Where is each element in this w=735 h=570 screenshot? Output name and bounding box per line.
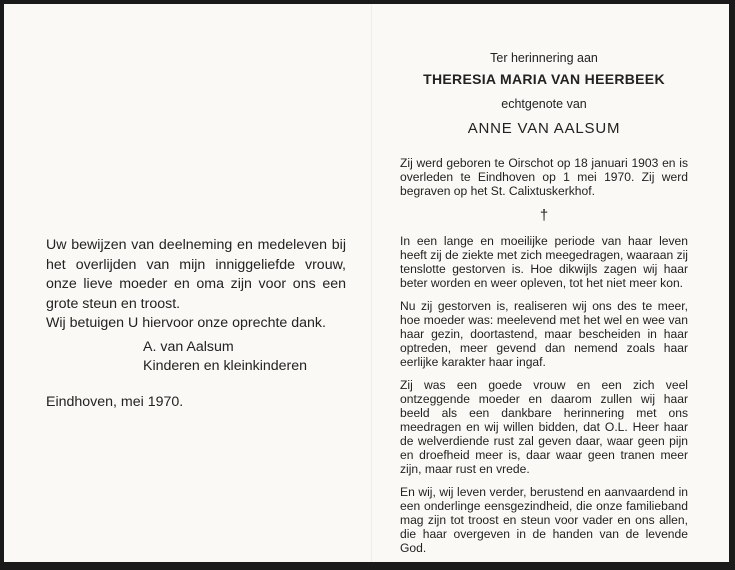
thank-you-message: Uw bewijzen van deelneming en medeleven bij het overlijden van mijn inniggeliefde vrouw, onze lieve moeder en oma zijn voor ons een grote steun en troost. — [46, 237, 346, 312]
memorial-paragraph: Nu zij gestorven is, realiseren wij ons des te meer, hoe moeder was: meelevend met het wel en wee van haar gezin, doortastend, maar bescheiden in haar optreden, meer gevend dan nemend zoals haar eerlijke karakter haar ingaf. — [400, 299, 688, 369]
cross-icon: † — [539, 207, 549, 224]
signature-name: A. van Aalsum — [143, 338, 234, 355]
signature-family: Kinderen en kleinkinderen — [143, 358, 308, 374]
memorial-paragraph: In een lange en moeilijke periode van haar leven heeft zij de ziekte met zich meegedragen, waaraan zij tenslotte gestorven is. Hoe dikwijls zagen wij haar beter worden en weer opleven, tot het niet meer kon. — [400, 234, 688, 290]
thank-you-closing: Wij betuigen U hiervoor onze oprechte dank. — [46, 315, 326, 331]
place-date: Eindhoven, mei 1970. — [46, 393, 184, 410]
spouse-label: echtgenote van — [501, 97, 587, 111]
intro-line: Ter herinnering aan — [490, 51, 598, 65]
memorial-panel — [400, 50, 688, 555]
fold-line — [371, 4, 372, 562]
thank-you-panel — [46, 236, 346, 412]
memorial-paragraph: En wij, wij leven verder, berustend en aanvaardend in een onderlinge eensgezindheid, die onze familieband mag zijn tot troost en steun voor vader en ons allen, die haar overgeven in de handen van de levende God. — [400, 485, 688, 555]
deceased-name: THERESIA MARIA VAN HEERBEEK — [423, 71, 665, 87]
spouse-name: ANNE VAN AALSUM — [467, 120, 621, 137]
memorial-card — [4, 4, 729, 562]
memorial-paragraph: Zij was een goede vrouw en een zich veel ontzeggende moeder en daarom zullen wij haar beeld als een dankbare herinnering met ons meedragen en wij willen bidden, dat O.L. Heer haar de welverdiende rust zal geven daar, waar geen pijn en droefheid meer is, daar waar geen tranen meer zijn, maar rust en vrede. — [400, 378, 688, 476]
bio-paragraph: Zij werd geboren te Oirschot op 18 januari 1903 en is overleden te Eindhoven op 1 mei 1970. Zij werd begraven op het St. Calixtuskerkhof. — [400, 156, 688, 198]
